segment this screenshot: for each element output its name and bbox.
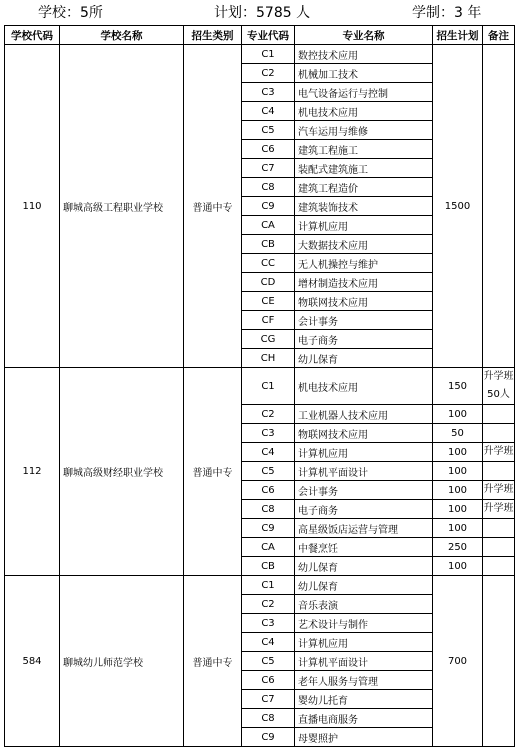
major-code-cell: C4 — [242, 443, 295, 462]
major-name-cell: 大数据技术应用 — [295, 235, 433, 254]
note-cell — [483, 462, 515, 481]
major-code-cell: C7 — [242, 159, 295, 178]
major-name-cell: 艺术设计与制作 — [295, 614, 433, 633]
major-code-cell: C2 — [242, 64, 295, 83]
major-code-cell: C5 — [242, 121, 295, 140]
major-name-cell: 增材制造技术应用 — [295, 273, 433, 292]
major-name-cell: 无人机操控与维护 — [295, 254, 433, 273]
school-name-cell: 聊城高级工程职业学校 — [60, 45, 184, 368]
major-code-cell: C7 — [242, 690, 295, 709]
col-category: 招生类别 — [184, 26, 242, 45]
major-code-cell: C1 — [242, 368, 295, 405]
major-name-cell: 电气设备运行与控制 — [295, 83, 433, 102]
enrollment-table — [4, 25, 515, 747]
major-name-cell: 汽车运用与维修 — [295, 121, 433, 140]
note-cell — [483, 45, 515, 368]
note-cell: 升学班 — [483, 481, 515, 500]
plan-cell: 250 — [433, 538, 483, 557]
major-code-cell: CD — [242, 273, 295, 292]
duration-label: 学制：3 年 — [412, 5, 482, 21]
major-code-cell: C9 — [242, 197, 295, 216]
major-code-cell: CF — [242, 311, 295, 330]
plan-cell: 700 — [433, 576, 483, 747]
col-note: 备注 — [483, 26, 515, 45]
major-code-cell: C1 — [242, 576, 295, 595]
major-code-cell: C2 — [242, 405, 295, 424]
category-cell: 普通中专 — [184, 576, 242, 747]
school-code-cell: 110 — [5, 45, 60, 368]
school-name-cell: 聊城高级财经职业学校 — [60, 368, 184, 576]
major-name-cell: 机械加工技术 — [295, 64, 433, 83]
major-code-cell: C9 — [242, 519, 295, 538]
major-code-cell: C1 — [242, 45, 295, 64]
plan-cell: 1500 — [433, 45, 483, 368]
major-name-cell: 幼儿保育 — [295, 557, 433, 576]
plan-cell: 100 — [433, 557, 483, 576]
major-name-cell: 幼儿保育 — [295, 576, 433, 595]
col-major-name: 专业名称 — [295, 26, 433, 45]
major-name-cell: 计算机应用 — [295, 633, 433, 652]
major-name-cell: 母婴照护 — [295, 728, 433, 747]
school-name-cell: 聊城幼儿师范学校 — [60, 576, 184, 747]
col-school-code: 学校代码 — [5, 26, 60, 45]
major-code-cell: C9 — [242, 728, 295, 747]
major-name-cell: 电子商务 — [295, 500, 433, 519]
note-cell — [483, 519, 515, 538]
major-code-cell: C6 — [242, 481, 295, 500]
major-name-cell: 数控技术应用 — [295, 45, 433, 64]
major-code-cell: C5 — [242, 462, 295, 481]
note-cell — [483, 405, 515, 424]
note-cell — [483, 424, 515, 443]
major-code-cell: CB — [242, 235, 295, 254]
plan-total-label: 计划：5785 人 — [214, 5, 311, 21]
major-name-cell: 音乐表演 — [295, 595, 433, 614]
major-name-cell: 老年人服务与管理 — [295, 671, 433, 690]
major-code-cell: C3 — [242, 424, 295, 443]
major-code-cell: C5 — [242, 652, 295, 671]
major-code-cell: C3 — [242, 614, 295, 633]
col-plan: 招生计划 — [433, 26, 483, 45]
major-name-cell: 机电技术应用 — [295, 102, 433, 121]
plan-cell: 150 — [433, 368, 483, 405]
plan-cell: 100 — [433, 519, 483, 538]
note-cell: 升学班 50人 — [483, 368, 515, 405]
major-name-cell: 计算机应用 — [295, 216, 433, 235]
major-name-cell: 直播电商服务 — [295, 709, 433, 728]
major-code-cell: CG — [242, 330, 295, 349]
major-name-cell: 计算机平面设计 — [295, 462, 433, 481]
major-code-cell: CB — [242, 557, 295, 576]
major-code-cell: C8 — [242, 178, 295, 197]
header-row — [5, 26, 515, 45]
major-name-cell: 建筑工程施工 — [295, 140, 433, 159]
note-cell — [483, 576, 515, 747]
major-code-cell: C8 — [242, 500, 295, 519]
major-name-cell: 会计事务 — [295, 311, 433, 330]
plan-cell: 100 — [433, 443, 483, 462]
major-code-cell: CE — [242, 292, 295, 311]
plan-cell: 100 — [433, 405, 483, 424]
schools-count-label: 学校：5所 — [38, 5, 103, 21]
plan-cell: 50 — [433, 424, 483, 443]
note-cell: 升学班 — [483, 500, 515, 519]
table-row — [5, 368, 515, 405]
table-row — [5, 576, 515, 595]
major-name-cell: 装配式建筑施工 — [295, 159, 433, 178]
major-code-cell: CH — [242, 349, 295, 368]
note-cell — [483, 557, 515, 576]
category-cell: 普通中专 — [184, 45, 242, 368]
major-name-cell: 中餐烹饪 — [295, 538, 433, 557]
school-code-cell: 584 — [5, 576, 60, 747]
major-name-cell: 婴幼儿托育 — [295, 690, 433, 709]
major-code-cell: C3 — [242, 83, 295, 102]
major-name-cell: 幼儿保育 — [295, 349, 433, 368]
note-cell: 升学班 — [483, 443, 515, 462]
major-name-cell: 电子商务 — [295, 330, 433, 349]
major-name-cell: 计算机应用 — [295, 443, 433, 462]
major-code-cell: CA — [242, 538, 295, 557]
major-name-cell: 会计事务 — [295, 481, 433, 500]
major-code-cell: C2 — [242, 595, 295, 614]
major-code-cell: C8 — [242, 709, 295, 728]
plan-cell: 100 — [433, 500, 483, 519]
plan-cell: 100 — [433, 462, 483, 481]
major-name-cell: 物联网技术应用 — [295, 292, 433, 311]
major-name-cell: 建筑装饰技术 — [295, 197, 433, 216]
category-cell: 普通中专 — [184, 368, 242, 576]
major-name-cell: 工业机器人技术应用 — [295, 405, 433, 424]
major-code-cell: C6 — [242, 140, 295, 159]
plan-cell: 100 — [433, 481, 483, 500]
major-code-cell: C4 — [242, 633, 295, 652]
major-code-cell: CA — [242, 216, 295, 235]
note-cell — [483, 538, 515, 557]
col-major-code: 专业代码 — [242, 26, 295, 45]
major-name-cell: 建筑工程造价 — [295, 178, 433, 197]
major-name-cell: 物联网技术应用 — [295, 424, 433, 443]
major-name-cell: 高星级饭店运营与管理 — [295, 519, 433, 538]
major-code-cell: CC — [242, 254, 295, 273]
table-row — [5, 45, 515, 64]
major-code-cell: C4 — [242, 102, 295, 121]
major-name-cell: 计算机平面设计 — [295, 652, 433, 671]
school-code-cell: 112 — [5, 368, 60, 576]
major-code-cell: C6 — [242, 671, 295, 690]
major-name-cell: 机电技术应用 — [295, 368, 433, 405]
col-school-name: 学校名称 — [60, 26, 184, 45]
